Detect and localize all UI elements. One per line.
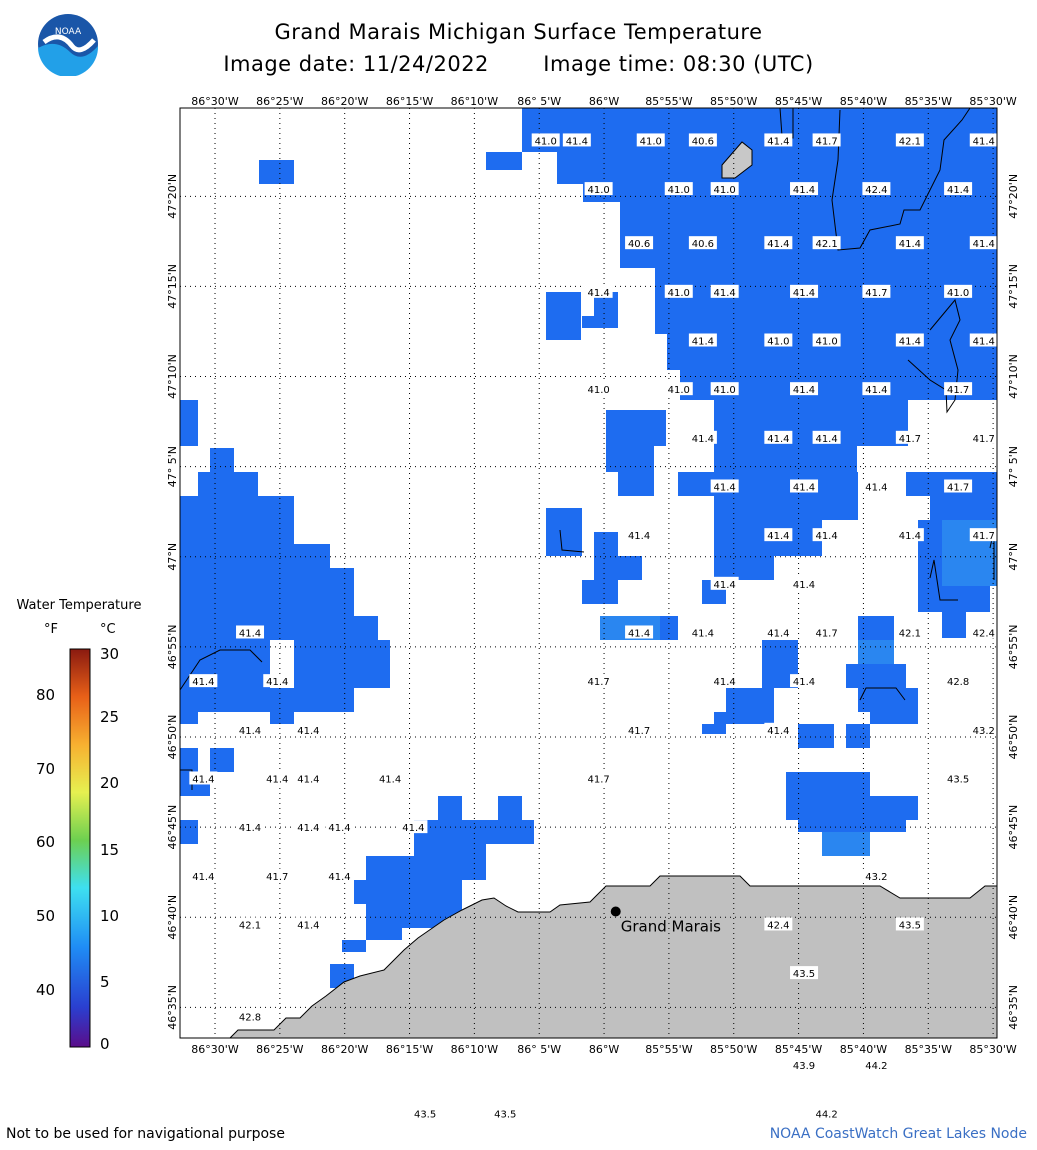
image-date: Image date: 11/24/2022	[223, 52, 489, 76]
temperature-reading: 41.4	[767, 433, 790, 445]
temperature-reading: 41.4	[297, 774, 320, 786]
temperature-reading: 41.7	[972, 433, 995, 445]
lat-label-right: 46°55'N	[1007, 624, 1020, 670]
temperature-reading: 41.4	[192, 871, 215, 883]
temperature-reading: 41.4	[378, 774, 402, 786]
temperature-reading: 42.8	[238, 1012, 262, 1024]
lon-label-top: 86°30'W	[191, 95, 239, 108]
temperature-reading: 41.4	[792, 579, 816, 591]
temperature-reading: 41.0	[946, 287, 970, 299]
temperature-reading: 41.4	[792, 677, 816, 689]
lat-label-right: 47°20'N	[1007, 173, 1020, 219]
temperature-reading: 41.4	[713, 579, 736, 591]
temperature-reading: 44.2	[865, 1061, 888, 1073]
temperature-reading: 41.7	[865, 287, 888, 299]
water-cell	[198, 472, 258, 496]
temperature-reading: 42.1	[898, 628, 921, 640]
water-cell	[557, 152, 583, 184]
lon-label-bottom: 85°45'W	[774, 1043, 823, 1056]
temperature-reading: 41.4	[297, 725, 320, 737]
temperature-reading: 41.4	[238, 628, 262, 640]
temperature-reading: 41.4	[815, 531, 838, 543]
temperature-reading: 41.4	[767, 239, 790, 251]
lon-label-bottom: 86°20'W	[320, 1043, 369, 1056]
water-cell	[594, 556, 642, 580]
legend-c-tick: 5	[100, 973, 110, 991]
temperature-reading: 41.4	[328, 823, 351, 835]
temperature-reading: 41.0	[639, 136, 662, 148]
temperature-reading: 41.4	[266, 774, 289, 786]
temperature-reading: 42.4	[865, 185, 888, 197]
legend-c-tick: 0	[100, 1035, 110, 1053]
water-cell	[180, 496, 294, 520]
water-cell	[798, 820, 822, 832]
temperature-reading: 44.2	[815, 1109, 838, 1121]
lat-label-left: 46°35'N	[166, 984, 179, 1030]
water-cell	[366, 856, 414, 880]
water-cell	[618, 470, 654, 496]
lat-label-right: 46°40'N	[1007, 894, 1020, 940]
lon-label-bottom: 86° 5'W	[517, 1043, 562, 1056]
temperature-reading: 41.7	[815, 136, 838, 148]
water-cell	[180, 616, 378, 640]
place-label: Grand Marais	[620, 917, 721, 936]
temperature-reading: 43.2	[865, 871, 888, 883]
temperature-reading: 41.0	[587, 185, 610, 197]
temperature-reading: 41.4	[815, 433, 838, 445]
legend-c-header: °C	[100, 622, 116, 637]
water-cell	[655, 268, 997, 334]
temperature-reading: 41.7	[972, 531, 995, 543]
temperature-reading: 41.4	[691, 336, 715, 348]
temperature-reading: 42.4	[972, 628, 995, 640]
temperature-reading: 42.1	[238, 920, 262, 932]
lat-label-left: 47°15'N	[166, 264, 179, 309]
legend-f-tick: 80	[36, 686, 56, 704]
legend-title: Water Temperature	[16, 598, 142, 613]
temperature-reading: 41.4	[792, 482, 816, 494]
lat-label-right: 47°N	[1007, 542, 1020, 571]
water-cell	[342, 940, 366, 952]
temperature-reading: 41.4	[691, 433, 715, 445]
temperature-reading: 41.4	[192, 677, 215, 689]
temperature-reading: 41.4	[238, 823, 262, 835]
water-cell	[714, 712, 726, 724]
lon-label-top: 85°30'W	[969, 95, 1017, 108]
legend-f-tick: 60	[36, 833, 56, 851]
legend-f-tick: 70	[36, 760, 56, 778]
water-cell	[414, 844, 486, 880]
lon-label-bottom: 85°40'W	[839, 1043, 888, 1056]
lat-label-right: 47°10'N	[1007, 354, 1020, 399]
lon-label-top: 85°55'W	[645, 95, 693, 108]
water-cell	[438, 796, 462, 820]
temperature-reading: 41.0	[667, 185, 690, 197]
temperature-reading: 42.4	[767, 920, 790, 932]
temperature-reading: 41.7	[946, 385, 970, 397]
temperature-reading: 41.7	[815, 628, 838, 640]
water-cell	[582, 316, 618, 328]
lon-label-bottom: 85°55'W	[645, 1043, 693, 1056]
temperature-reading: 41.4	[767, 136, 790, 148]
temperature-reading: 41.0	[713, 185, 736, 197]
legend-f-tick: 40	[36, 981, 56, 999]
temperature-reading: 41.4	[297, 823, 320, 835]
temperature-reading: 43.2	[972, 725, 995, 737]
temperature-reading: 41.4	[266, 677, 289, 689]
temperature-reading: 41.4	[972, 336, 995, 348]
water-cell	[930, 496, 997, 520]
temperature-reading: 40.6	[691, 239, 715, 251]
water-cell	[270, 712, 294, 724]
temperature-reading: 43.9	[792, 1061, 816, 1073]
lon-label-bottom: 85°35'W	[904, 1043, 952, 1056]
temperature-reading: 41.0	[667, 385, 690, 397]
lon-label-bottom: 86°25'W	[256, 1043, 304, 1056]
temperature-reading: 41.0	[815, 336, 838, 348]
temperature-reading: 43.5	[792, 969, 816, 981]
temperature-reading: 42.1	[898, 136, 921, 148]
lat-label-right: 46°50'N	[1007, 714, 1020, 760]
lat-label-right: 47° 5'N	[1007, 446, 1020, 488]
temperature-reading: 41.7	[266, 871, 289, 883]
temperature-reading: 41.7	[587, 677, 610, 689]
temperature-reading: 42.1	[815, 239, 838, 251]
water-cell	[594, 532, 618, 556]
lon-label-top: 86°25'W	[256, 95, 304, 108]
lat-label-left: 46°45'N	[166, 804, 179, 850]
water-cell	[180, 688, 354, 712]
water-cell	[210, 448, 234, 472]
water-cell	[259, 160, 294, 184]
water-cell	[714, 496, 858, 520]
temperature-reading: 41.4	[587, 287, 610, 299]
lon-label-bottom: 85°30'W	[969, 1043, 1017, 1056]
water-cell	[798, 724, 834, 748]
temperature-reading: 41.0	[713, 385, 736, 397]
lat-label-left: 46°55'N	[166, 624, 179, 670]
lon-label-top: 85°35'W	[904, 95, 952, 108]
lat-label-left: 47°N	[166, 542, 179, 571]
temperature-reading: 41.4	[767, 628, 790, 640]
temperature-reading: 41.4	[627, 531, 651, 543]
water-cell	[180, 520, 294, 544]
logo-text: NOAA	[54, 27, 82, 37]
water-cell	[714, 400, 908, 446]
water-cell	[822, 832, 870, 856]
temperature-reading: 41.4	[792, 287, 816, 299]
lat-label-right: 47°15'N	[1007, 264, 1020, 309]
temperature-reading: 41.4	[627, 628, 651, 640]
legend-c-tick: 25	[100, 708, 120, 726]
lat-label-right: 46°35'N	[1007, 984, 1020, 1030]
temperature-reading: 41.4	[402, 823, 425, 835]
water-cell	[486, 152, 522, 170]
water-cell	[366, 928, 402, 940]
water-cell	[678, 472, 858, 496]
water-cell	[942, 612, 966, 638]
temperature-reading: 41.4	[767, 725, 790, 737]
disclaimer: Not to be used for navigational purpose	[6, 1126, 285, 1142]
lon-label-bottom: 86°15'W	[385, 1043, 434, 1056]
temperature-reading: 43.5	[946, 774, 970, 786]
water-cell	[582, 580, 618, 604]
temperature-reading: 41.4	[713, 677, 736, 689]
temperature-reading: 41.4	[865, 385, 888, 397]
lon-label-top: 85°45'W	[774, 95, 823, 108]
lon-label-top: 86° 5'W	[517, 95, 562, 108]
water-cell	[726, 688, 774, 724]
temperature-reading: 41.4	[297, 920, 320, 932]
temperature-reading: 41.4	[767, 531, 790, 543]
temperature-reading: 41.4	[565, 136, 588, 148]
temperature-reading: 41.7	[587, 774, 610, 786]
temperature-reading: 41.7	[627, 725, 651, 737]
legend-c-tick: 15	[100, 841, 120, 859]
water-cells	[180, 108, 997, 988]
temperature-reading: 41.4	[713, 482, 736, 494]
water-cell	[918, 586, 990, 612]
water-cell	[583, 152, 997, 202]
temperature-reading: 41.4	[691, 628, 715, 640]
water-cell	[180, 592, 354, 616]
legend-c-tick: 10	[100, 907, 120, 925]
water-cell	[546, 508, 582, 556]
water-cell	[522, 108, 997, 152]
lon-label-top: 86°15'W	[385, 95, 434, 108]
temperature-reading: 43.5	[494, 1109, 517, 1121]
map-title: Grand Marais Michigan Surface Temperature	[274, 20, 763, 44]
water-cell	[180, 820, 198, 844]
temperature-reading: 42.8	[946, 677, 970, 689]
lon-label-bottom: 85°50'W	[710, 1043, 758, 1056]
water-cell	[180, 544, 330, 568]
temperature-reading: 41.4	[898, 531, 921, 543]
temperature-reading: 41.4	[865, 482, 888, 494]
temperature-reading: 43.5	[413, 1109, 437, 1121]
temperature-reading: 41.4	[238, 725, 262, 737]
water-cell	[180, 712, 198, 724]
lon-label-top: 85°40'W	[839, 95, 888, 108]
legend-c-tick: 20	[100, 774, 120, 792]
water-cell	[606, 410, 666, 446]
temperature-reading: 41.4	[946, 185, 970, 197]
lon-label-bottom: 86°30'W	[191, 1043, 239, 1056]
water-cell	[606, 446, 654, 472]
legend-c-tick: 30	[100, 645, 120, 663]
temperature-reading: 41.0	[667, 287, 690, 299]
temperature-reading: 41.0	[767, 336, 790, 348]
water-cell	[870, 820, 906, 832]
temperature-reading: 41.7	[946, 482, 970, 494]
water-cell	[870, 688, 918, 724]
lat-label-right: 46°45'N	[1007, 804, 1020, 850]
lon-label-top: 86°W	[588, 95, 620, 108]
legend-f-tick: 50	[36, 907, 56, 925]
water-cell	[786, 796, 918, 820]
temperature-reading: 41.4	[328, 871, 351, 883]
water-cell	[180, 400, 198, 446]
temperature-reading: 41.4	[713, 287, 736, 299]
water-cell	[546, 292, 581, 340]
lon-label-bottom: 86°W	[588, 1043, 620, 1056]
lon-label-bottom: 86°10'W	[450, 1043, 499, 1056]
temperature-reading: 43.5	[898, 920, 921, 932]
temperature-reading: 41.7	[898, 433, 921, 445]
temperature-reading: 41.4	[792, 385, 816, 397]
water-cell	[210, 748, 234, 772]
lon-label-top: 85°50'W	[710, 95, 758, 108]
lat-label-left: 47° 5'N	[166, 446, 179, 488]
water-cell	[620, 202, 997, 268]
credit-link[interactable]: NOAA CoastWatch Great Lakes Node	[769, 1126, 1027, 1142]
water-cell	[714, 556, 774, 580]
temperature-reading: 41.4	[898, 239, 921, 251]
water-cell	[354, 880, 462, 904]
temperature-reading: 41.4	[192, 774, 215, 786]
temperature-reading: 41.0	[587, 385, 610, 397]
water-cell	[702, 724, 726, 734]
lon-label-top: 86°20'W	[320, 95, 369, 108]
lon-label-top: 86°10'W	[450, 95, 499, 108]
color-scale-bar	[69, 648, 91, 1048]
lat-label-left: 47°10'N	[166, 354, 179, 399]
temperature-reading: 40.6	[627, 239, 651, 251]
water-cell	[846, 724, 870, 748]
temperature-reading: 41.4	[972, 136, 995, 148]
water-cell	[846, 664, 906, 688]
temperature-reading: 40.6	[691, 136, 715, 148]
water-cell	[714, 446, 857, 472]
temperature-reading: 41.4	[792, 185, 816, 197]
legend-f-header: °F	[44, 622, 58, 637]
temperature-reading: 41.4	[898, 336, 921, 348]
temperature-reading: 41.4	[972, 239, 995, 251]
image-time: Image time: 08:30 (UTC)	[543, 52, 814, 76]
water-cell	[180, 568, 354, 592]
lat-label-left: 46°50'N	[166, 714, 179, 760]
water-cell	[498, 796, 522, 820]
lat-label-left: 46°40'N	[166, 894, 179, 940]
temperature-reading: 41.0	[534, 136, 557, 148]
lat-label-left: 47°20'N	[166, 173, 179, 219]
